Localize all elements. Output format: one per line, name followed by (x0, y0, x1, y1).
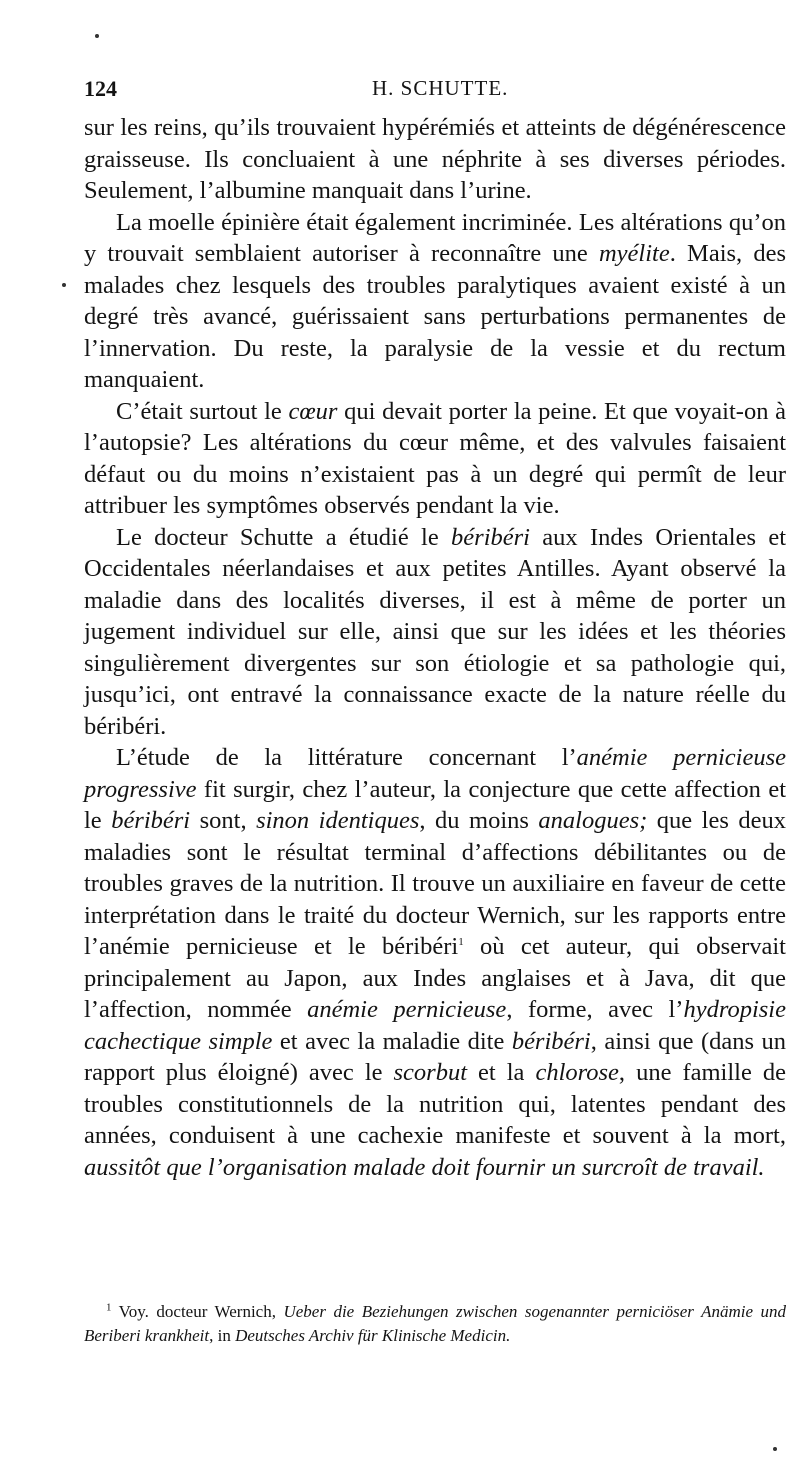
text-span: fit surgir, chez l’auteur, la conjecture que cette affection et le (84, 775, 786, 834)
italic-span: sinon identiques (256, 807, 420, 834)
footnote-ref: 1 (458, 935, 464, 948)
text-span: , ainsi que (dans un rapport plus éloigné) avec le (84, 1027, 786, 1086)
italic-span: aussitôt que l’organisation malade doit fournir un surcroît de travail. (84, 1153, 765, 1181)
paragraph-2-text: La moelle épinière était également incriminée. Les altérations qu’on y trouvait semblaient autoriser à reconnaître une (84, 208, 786, 267)
italic-span: scorbut (393, 1059, 468, 1086)
italic-span: anémie pernicieuse (307, 996, 507, 1023)
text-span: , forme, avec l’ (506, 996, 684, 1023)
text-span: et la (467, 1059, 536, 1086)
italic-span: chlorose (535, 1059, 619, 1086)
speck (62, 283, 66, 287)
paragraph-3-text-after: qui devait porter la peine. Et que voyait-on à l’autopsie? Les altérations du cœur même, et des valvules faisaient défaut ou du moins n’existaient pas à un degré qui permît de leur attribuer les symptômes observés pendant la vie. (84, 397, 786, 519)
text-span: où cet auteur, qui observait principalement au Japon, aux Indes anglaises et à Java, dit que l’affection, nommée (84, 933, 786, 1023)
paragraph-1 (84, 112, 786, 207)
italic-span: Ueber die Beziehungen zwischen sogenannter perniciöser Anämie und Beriberi krankheit (84, 1302, 786, 1345)
paragraph-4-italic: béribéri (451, 523, 530, 551)
paragraph-3-text: C’était surtout le (116, 397, 282, 425)
speck (773, 1447, 777, 1451)
running-title: H. SCHUTTE. (372, 76, 509, 100)
speck (95, 34, 99, 38)
paragraph-1-text: sur les reins, qu’ils trouvaient hypérémiés et atteints de dégénérescence graisseuse. Ils concluaient à une néphrite à ses diverses périodes. Seulement, l’albumine manquait dans l’urine. (84, 114, 786, 204)
paragraph-3-italic: cœur (288, 397, 338, 425)
italic-span: béribéri (111, 807, 191, 834)
text-span: et avec la maladie dite (272, 1027, 512, 1055)
body-text (84, 112, 786, 1183)
italic-span: anémie pernicieuse progressive (84, 744, 787, 803)
paragraph-2-text-after: . Mais, des malades chez lesquels des troubles paralytiques avaient existé à un degré très avancé, guérissaient sans perturbations permanentes de l’innervation. Du reste, la paralysie de la vessie et du rectum manquaient. (84, 240, 786, 393)
text-span: L’étude de la littérature concernant l’ (116, 744, 577, 771)
paragraph-4-text-after: aux Indes Orientales et Occidentales néerlandaises et aux petites Antilles. Ayant observé la maladie dans des localités diverses, il est à même de porter un jugement individuel sur elle, ainsi que sur les idées et les théories singulièrement divergentes sur son étiologie et sa pathologie qui, jusqu’ici, ont entravé la connaissance exacte de la nature réelle du béribéri. (84, 523, 786, 740)
paragraph-3 (84, 396, 786, 522)
paragraph-2-italic: myélite (598, 240, 670, 267)
paragraph-5 (84, 742, 786, 1183)
text-span: Voy. docteur Wernich, (111, 1302, 284, 1321)
footnote (84, 1300, 786, 1347)
paragraph-4-text: Le docteur Schutte a étudié le (116, 523, 439, 551)
page-number: 124 (84, 76, 117, 101)
footnote-marker: 1 (106, 1301, 112, 1314)
text-span: que les deux maladies sont le résultat terminal d’affections débilitantes ou de troubles graves de la nutrition. Il trouve un auxiliaire en faveur de cette interprétation dans le traité du docteur Wernich, sur les rapports entre l’anémie pernicieuse et le béribéri (84, 807, 787, 960)
italic-span: Deutsches Archiv für Klinische Medicin. (235, 1325, 511, 1345)
text-span: sont, (190, 807, 257, 834)
italic-span: analogues; (538, 807, 648, 834)
italic-span: hydropisie cachectique simple (84, 996, 786, 1055)
text-span: , in (209, 1325, 236, 1345)
paragraph-2 (84, 207, 786, 396)
italic-span: béribéri (511, 1027, 591, 1055)
text-span: , du moins (419, 807, 539, 834)
paragraph-4 (84, 522, 786, 743)
text-span: , une famille de troubles constitutionnels de la nutrition qui, latentes pendant des années, conduisent à une cachexie manifeste et souvent à la mort, (84, 1059, 786, 1149)
